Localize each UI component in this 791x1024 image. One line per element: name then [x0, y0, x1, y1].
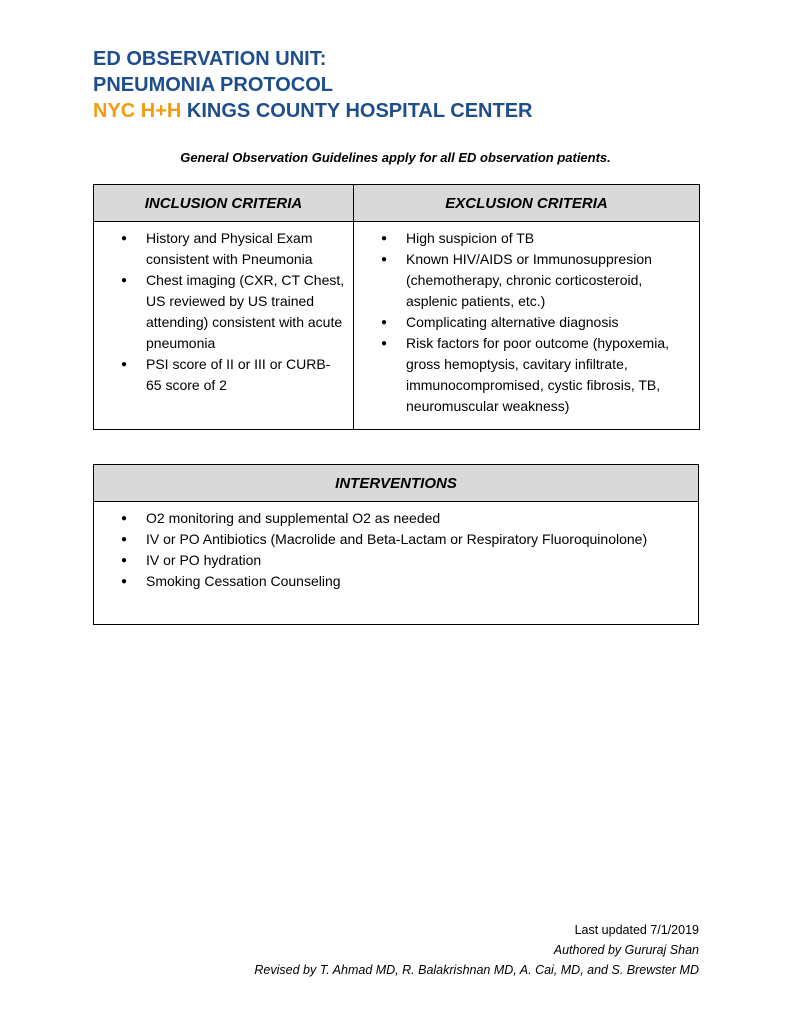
document-footer [254, 920, 699, 980]
list-item: ● History and Physical Exam consistent with Pneumonia [94, 228, 353, 270]
list-item: ● Smoking Cessation Counseling [94, 571, 698, 592]
authored-by: Authored by Gururaj Shan [553, 943, 699, 957]
org-name: KINGS COUNTY HOSPITAL CENTER [181, 100, 533, 122]
interventions-list [94, 508, 698, 592]
list-item: ● IV or PO Antibiotics (Macrolide and Beta-Lactam or Respiratory Fluoroquinolone) [94, 529, 698, 550]
inclusion-criteria-cell [94, 222, 354, 430]
list-item: ● Complicating alternative diagnosis [354, 312, 699, 333]
title-line-2: PNEUMONIA PROTOCOL [93, 74, 334, 96]
hospital-name [93, 98, 533, 124]
list-item: ● Known HIV/AIDS or Immunosuppresion (chemotherapy, chronic corticosteroid, asplenic patients, etc.) [354, 249, 699, 312]
interventions-header: INTERVENTIONS [94, 465, 699, 502]
inclusion-criteria-list [94, 228, 353, 396]
exclusion-criteria-cell [354, 222, 700, 430]
interventions-cell [94, 502, 699, 625]
exclusion-criteria-list [354, 228, 699, 417]
revised-by: Revised by T. Ahmad MD, R. Balakrishnan MD, A. Cai, MD, and S. Brewster MD [254, 963, 699, 977]
criteria-table [93, 184, 700, 430]
title-line-1: ED OBSERVATION UNIT: [93, 48, 327, 70]
list-item: ● PSI score of II or III or CURB-65 score of 2 [94, 354, 353, 396]
document-header [93, 46, 533, 124]
org-prefix: NYC H+H [93, 100, 182, 122]
list-item: ● IV or PO hydration [94, 550, 698, 571]
general-guidelines-note: General Observation Guidelines apply for all ED observation patients. [180, 150, 611, 165]
list-item: ● Chest imaging (CXR, CT Chest, US reviewed by US trained attending) consistent with acute pneumonia [94, 270, 353, 354]
last-updated: Last updated 7/1/2019 [574, 923, 699, 937]
list-item: ● O2 monitoring and supplemental O2 as needed [94, 508, 698, 529]
inclusion-criteria-header: INCLUSION CRITERIA [94, 185, 354, 222]
list-item: ● Risk factors for poor outcome (hypoxemia, gross hemoptysis, cavitary infiltrate, immunocompromised, cystic fibrosis, TB, neuromuscular weakness) [354, 333, 699, 417]
list-item: ● High suspicion of TB [354, 228, 699, 249]
interventions-table [93, 464, 699, 625]
exclusion-criteria-header: EXCLUSION CRITERIA [354, 185, 700, 222]
